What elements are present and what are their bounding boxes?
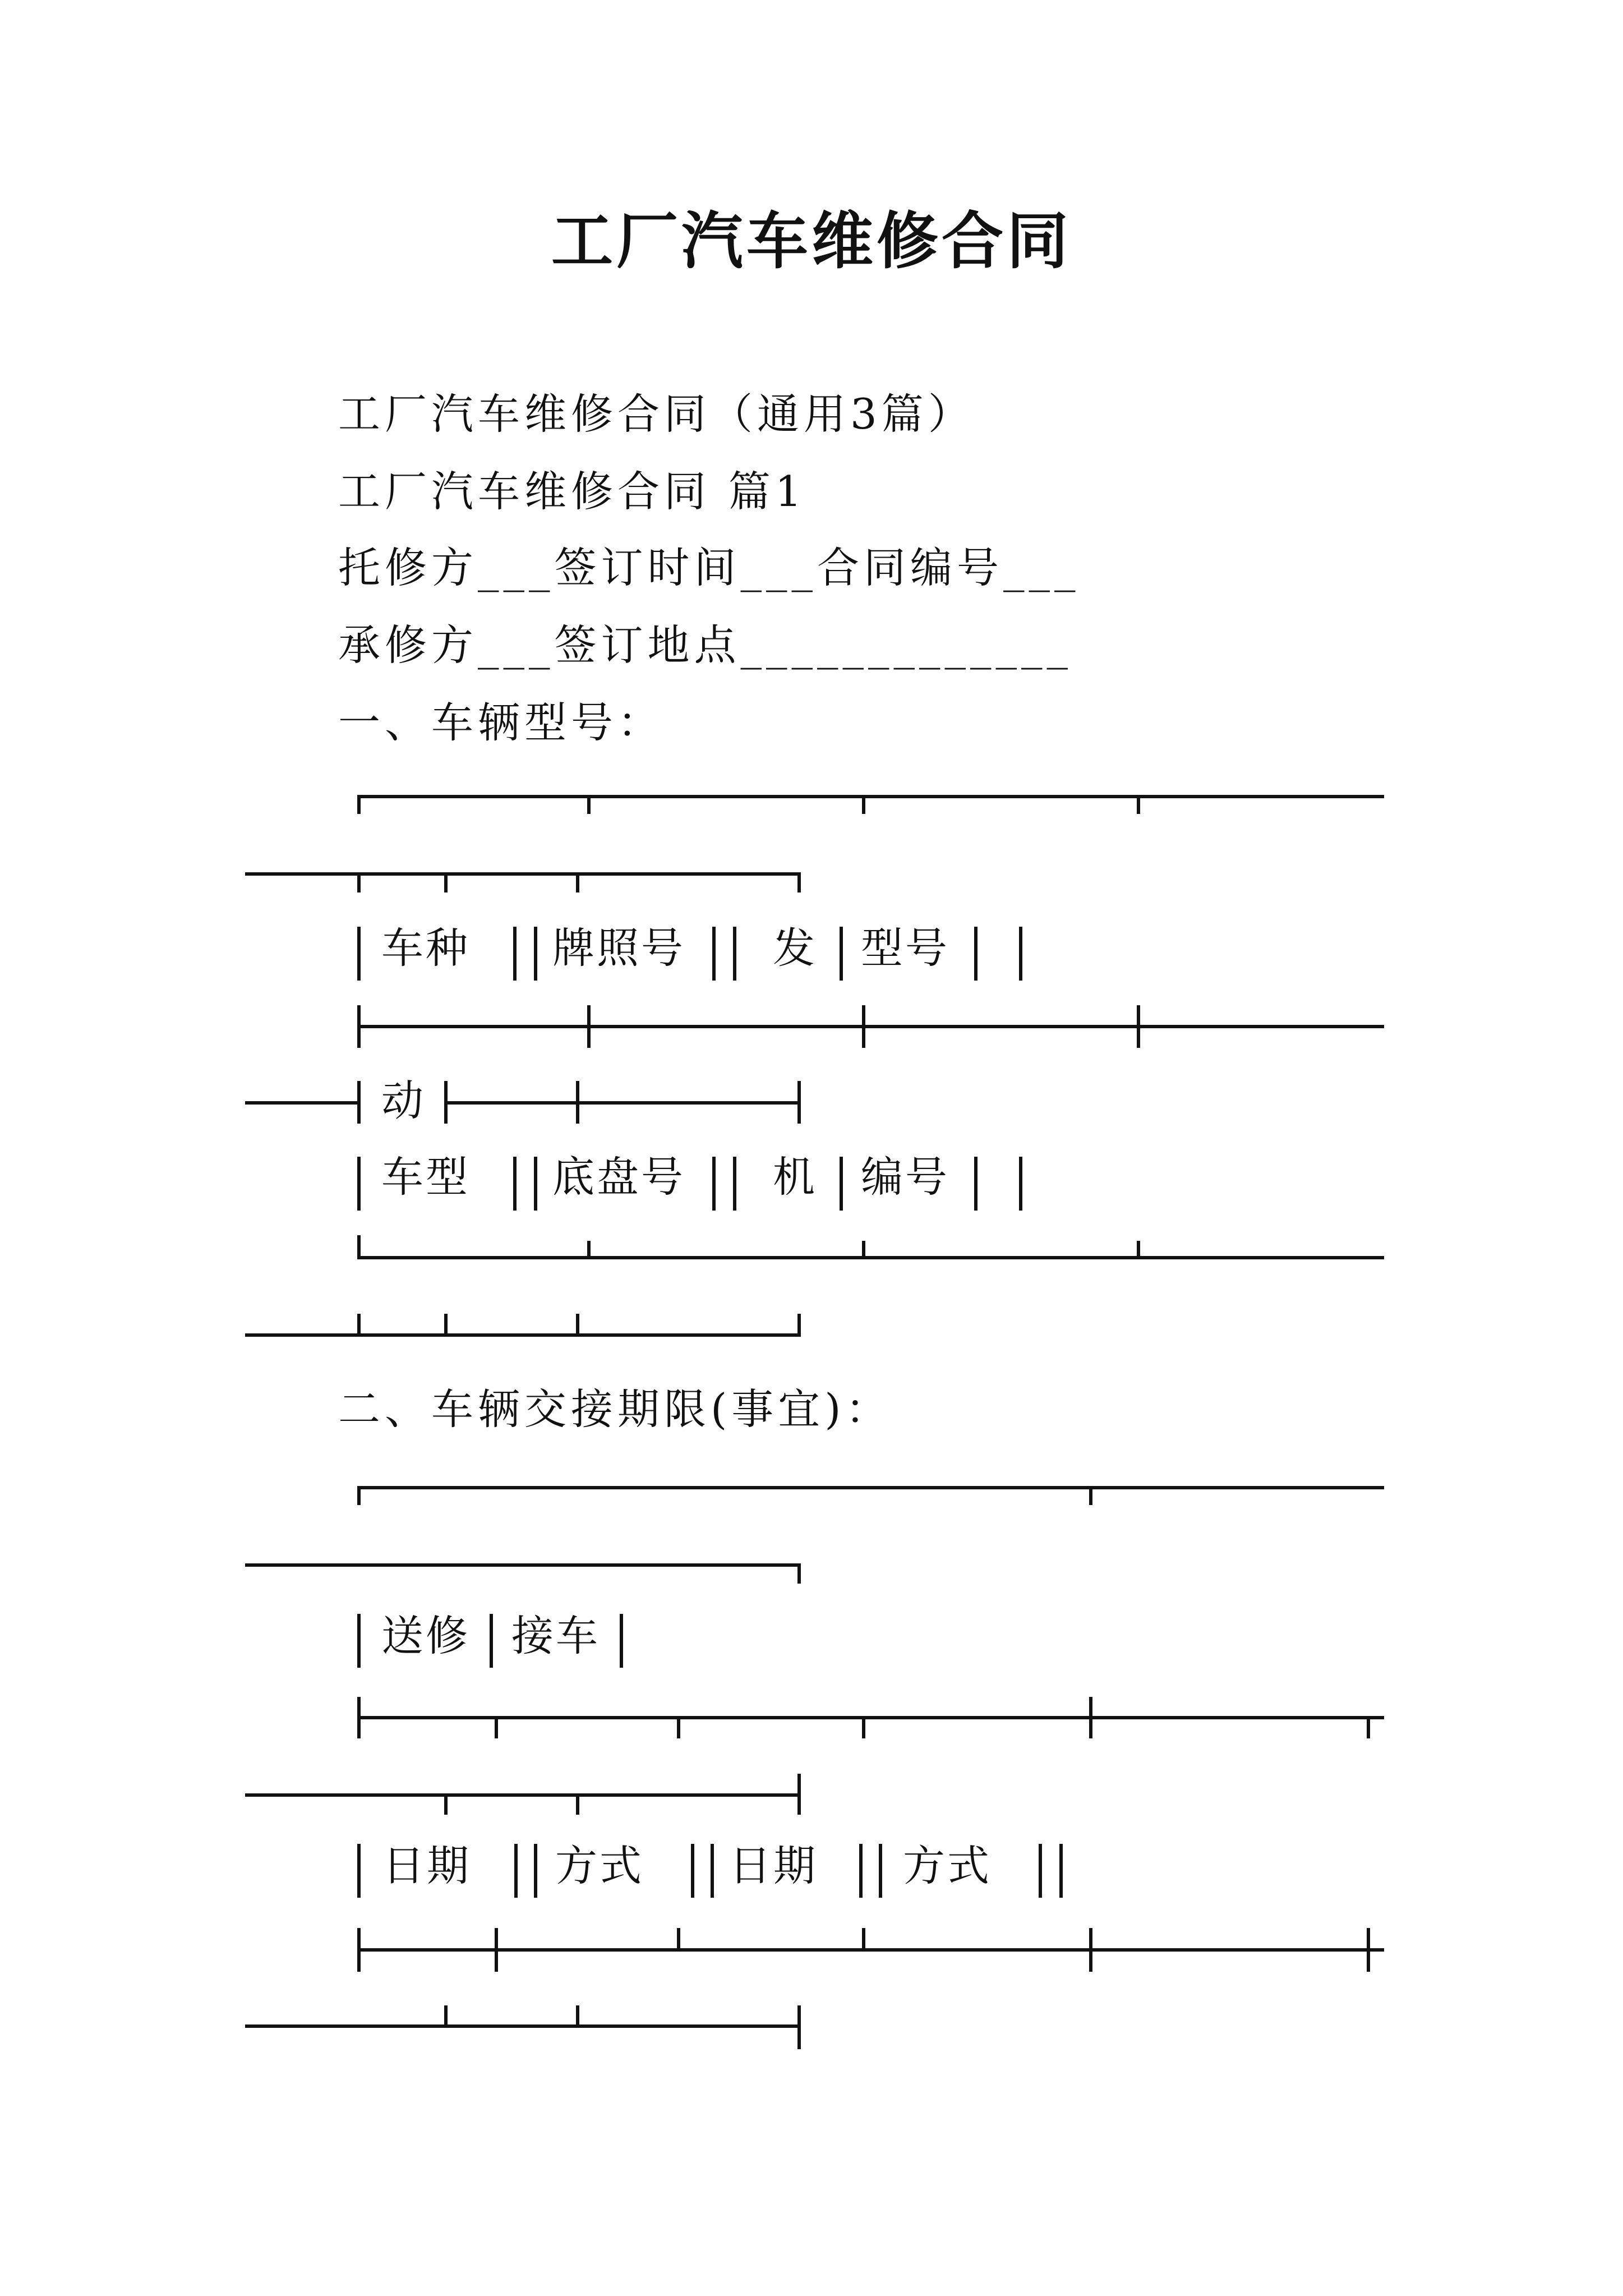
handover-cell-pickup: 接车 (511, 1611, 601, 1660)
party-b-line: 承修方___签订地点_____________ (338, 620, 1073, 670)
vehicle-cell-model: 型号 (861, 923, 950, 973)
party-a-line: 托修方___签订时间___合同编号___ (338, 543, 1080, 592)
vehicle-cell-number: 编号 (861, 1152, 950, 1202)
document-subtitle: 工厂汽车维修合同（通用3篇） (338, 389, 975, 439)
handover-cell-pickup-method: 方式 (903, 1841, 992, 1890)
vehicle-cell-car-type: 车种 (381, 923, 471, 973)
handover-cell-send-repair: 送修 (381, 1611, 471, 1660)
vehicle-cell-engine-char-3: 机 (773, 1152, 818, 1202)
vehicle-cell-engine-char-2: 动 (381, 1076, 426, 1125)
handover-cell-pickup-date: 日期 (729, 1841, 818, 1890)
handover-table-lines (247, 1488, 1382, 2047)
vehicle-cell-plate-number: 牌照号 (552, 923, 686, 973)
document-title: 工厂汽车维修合同 (551, 205, 1072, 277)
vehicle-cell-engine-char-1: 发 (773, 923, 818, 973)
section-heading-vehicle-model: 一、车辆型号： (338, 698, 665, 747)
handover-cell-send-method: 方式 (555, 1841, 644, 1890)
vehicle-cell-chassis-number: 底盘号 (552, 1152, 686, 1202)
handover-cell-send-date: 日期 (382, 1841, 472, 1890)
section-heading-handover: 二、车辆交接期限(事宜)： (338, 1384, 892, 1434)
vehicle-cell-vehicle-model: 车型 (381, 1152, 471, 1202)
vehicle-table-lines (247, 797, 1382, 1335)
part-heading: 工厂汽车维修合同 篇1 (338, 467, 806, 516)
